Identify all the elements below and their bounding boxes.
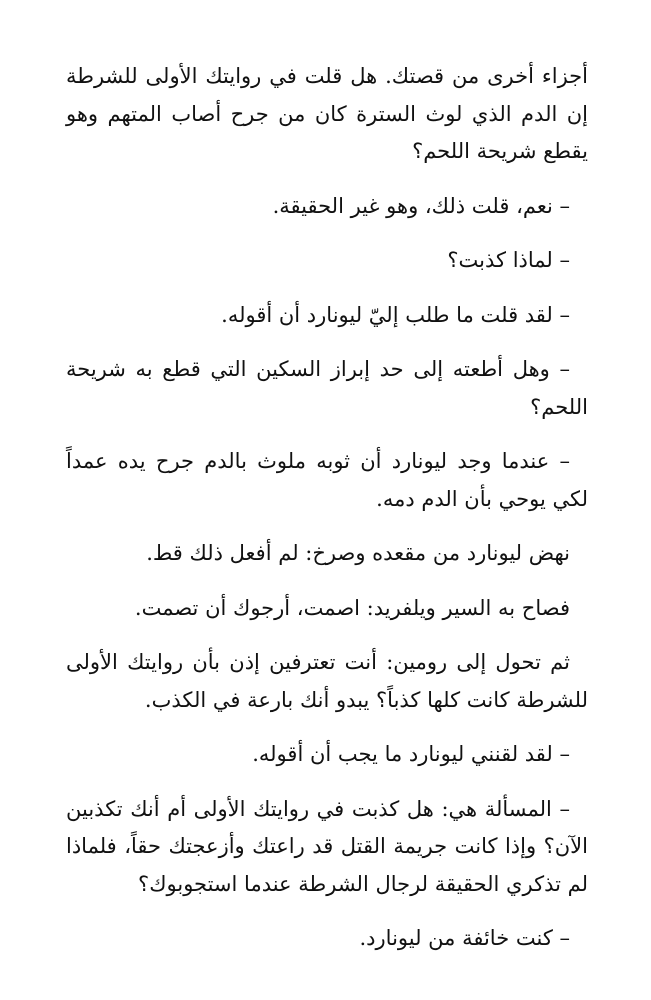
dialogue-line: – عندما وجد ليونارد أن ثوبه ملوث بالدم جرح يده عمداً لكي يوحي بأن الدم دمه.: [66, 449, 588, 511]
narration-paragraph: نهض ليونارد من مقعده وصرخ: لم أفعل ذلك قط.: [146, 541, 570, 565]
paragraph-continuation: أجزاء أخرى من قصتك. هل قلت في روايتك الأولى للشرطة إن الدم الذي لوث السترة كان من جرح أصاب المتهم وهو يقطع شريحة اللحم؟: [66, 64, 588, 163]
dialogue-line: – لماذا كذبت؟: [447, 248, 570, 272]
dialogue-line: – وهل أطعته إلى حد إبراز السكين التي قطع به شريحة اللحم؟: [66, 357, 588, 419]
dialogue-line: – المسألة هي: هل كذبت في روايتك الأولى أم أنك تكذبين الآن؟ وإذا كانت جريمة القتل قد راعتك وأزعجتك حقاً، فلماذا لم تذكري الحقيقة لرجال الشرطة عندما استجوبوك؟: [66, 796, 588, 896]
dialogue-line: – نعم، قلت ذلك، وهو غير الحقيقة.: [272, 193, 570, 218]
dialogue-line: – كنت خائفة من ليونارد.: [359, 926, 570, 950]
narration-paragraph: فصاح به السير ويلفريد: اصمت، أرجوك أن تصمت.: [134, 595, 570, 620]
dialogue-line: – لقد قلت ما طلب إليّ ليونارد أن أقوله.: [221, 302, 570, 327]
book-page: [66, 58, 588, 975]
dialogue-line: – لقد لقنني ليونارد ما يجب أن أقوله.: [252, 742, 570, 766]
narration-paragraph: ثم تحول إلى رومين: أنت تعترفين إذن بأن روايتك الأولى للشرطة كانت كلها كذباً؟ يبدو أنك بارعة في الكذب.: [66, 650, 588, 712]
